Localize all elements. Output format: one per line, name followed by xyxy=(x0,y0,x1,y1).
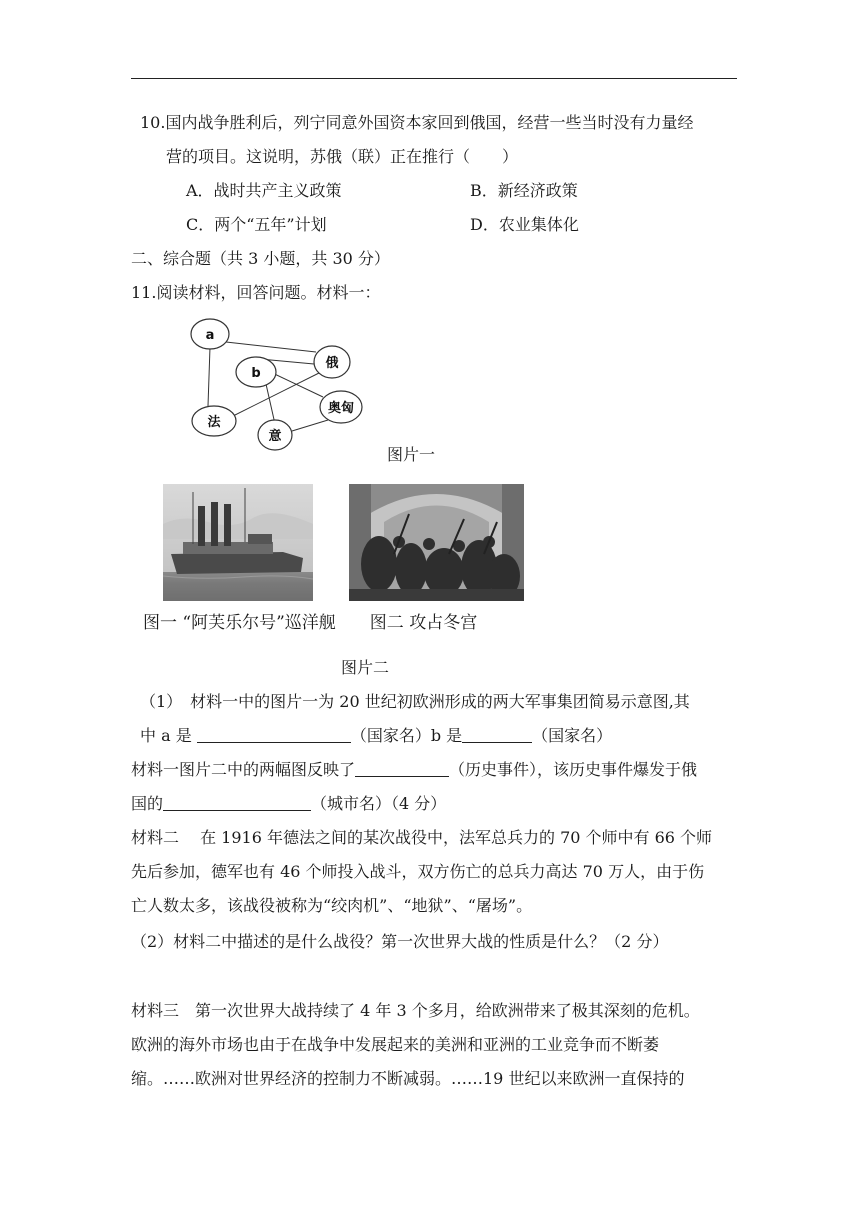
node-russia-label: 俄 xyxy=(325,356,339,371)
edge-b-italy xyxy=(266,384,275,424)
photo-group-caption: 图片二 xyxy=(341,658,390,677)
q11-sub1-line1: （1） 材料一中的图片一为 20 世纪初欧洲形成的两大军事集团简易示意图,其 xyxy=(140,692,690,711)
q11-sub1-line2-c: （国家名） xyxy=(532,726,613,745)
q10-option-b: B．新经济政策 xyxy=(470,181,578,200)
q11-sub1-line4-b: （城市名）（4 分） xyxy=(311,794,447,813)
header-rule xyxy=(131,78,737,79)
q10-option-a: A．战时共产主义政策 xyxy=(186,181,342,200)
diagram-caption: 图片一 xyxy=(387,445,436,464)
q11-sub1-line3 xyxy=(131,760,697,780)
node-italy-label: 意 xyxy=(268,429,282,444)
q11-sub1-line4 xyxy=(131,794,446,814)
answer-blank-city[interactable] xyxy=(163,794,311,811)
node-france-label: 法 xyxy=(207,415,221,430)
node-a-label: a xyxy=(205,328,215,343)
q10-stem-line1: 10.国内战争胜利后，列宁同意外国资本家回到俄国，经营一些当时没有力量经 xyxy=(140,113,694,132)
node-b-label: b xyxy=(251,366,261,381)
node-austria-hungary-label: 奥匈 xyxy=(327,401,355,416)
edge-a-russia xyxy=(226,342,316,352)
material2-line2: 先后参加，德军也有 46 个师投入战斗，双方伤亡的总兵力高达 70 万人，由于伤 xyxy=(131,862,705,881)
q10-option-d: D．农业集体化 xyxy=(470,215,579,234)
material3-line2: 欧洲的海外市场也由于在战争中发展起来的美洲和亚洲的工业竞争而不断萎 xyxy=(131,1035,660,1054)
q11-sub1-line2-a: 中 a 是 xyxy=(140,726,197,745)
answer-blank-event[interactable] xyxy=(355,760,449,777)
material3-line3: 缩。……欧洲对世界经济的控制力不断减弱。……19 世纪以来欧洲一直保持的 xyxy=(131,1069,685,1088)
q11-sub2: （2）材料二中描述的是什么战役？第一次世界大战的性质是什么？（2 分） xyxy=(131,932,669,951)
material2-line1: 材料二 在 1916 年德法之间的某次战役中，法军总兵力的 70 个师中有 66 个师 xyxy=(131,828,713,847)
q11-sub1-line2-b: （国家名）b 是 xyxy=(350,726,463,745)
aurora-cruiser-photo xyxy=(163,484,313,601)
edge-italy-austria xyxy=(292,420,328,431)
q11-sub1-line2 xyxy=(140,726,612,746)
q11-intro: 11.阅读材料，回答问题。材料一： xyxy=(131,283,381,302)
material3-line1: 材料三 第一次世界大战持续了 4 年 3 个多月，给欧洲带来了极其深刻的危机。 xyxy=(131,1001,700,1020)
photo-captions: 图一 “阿芙乐尔号”巡洋舰 图二 攻占冬宫 xyxy=(143,613,478,633)
answer-blank-b[interactable] xyxy=(462,726,532,743)
section2-heading: 二、综合题（共 3 小题，共 30 分） xyxy=(131,249,390,268)
q11-sub1-line3-b: （历史事件），该历史事件爆发于俄 xyxy=(449,760,698,779)
edge-a-france xyxy=(208,347,210,406)
q11-sub1-line3-a: 材料一图片二中的两幅图反映了 xyxy=(131,760,356,779)
answer-blank-a[interactable] xyxy=(197,726,351,743)
material2-line3: 亡人数太多，该战役被称为“绞肉机”、“地狱”、“屠场”。 xyxy=(131,896,533,915)
alliance-diagram xyxy=(186,314,366,454)
q10-stem-line2: 营的项目。这说明，苏俄（联）正在推行（ ） xyxy=(166,147,519,166)
winter-palace-storming-photo xyxy=(349,484,524,601)
q11-sub1-line4-a: 国的 xyxy=(131,794,164,813)
q10-option-c: C．两个“五年”计划 xyxy=(186,215,327,234)
